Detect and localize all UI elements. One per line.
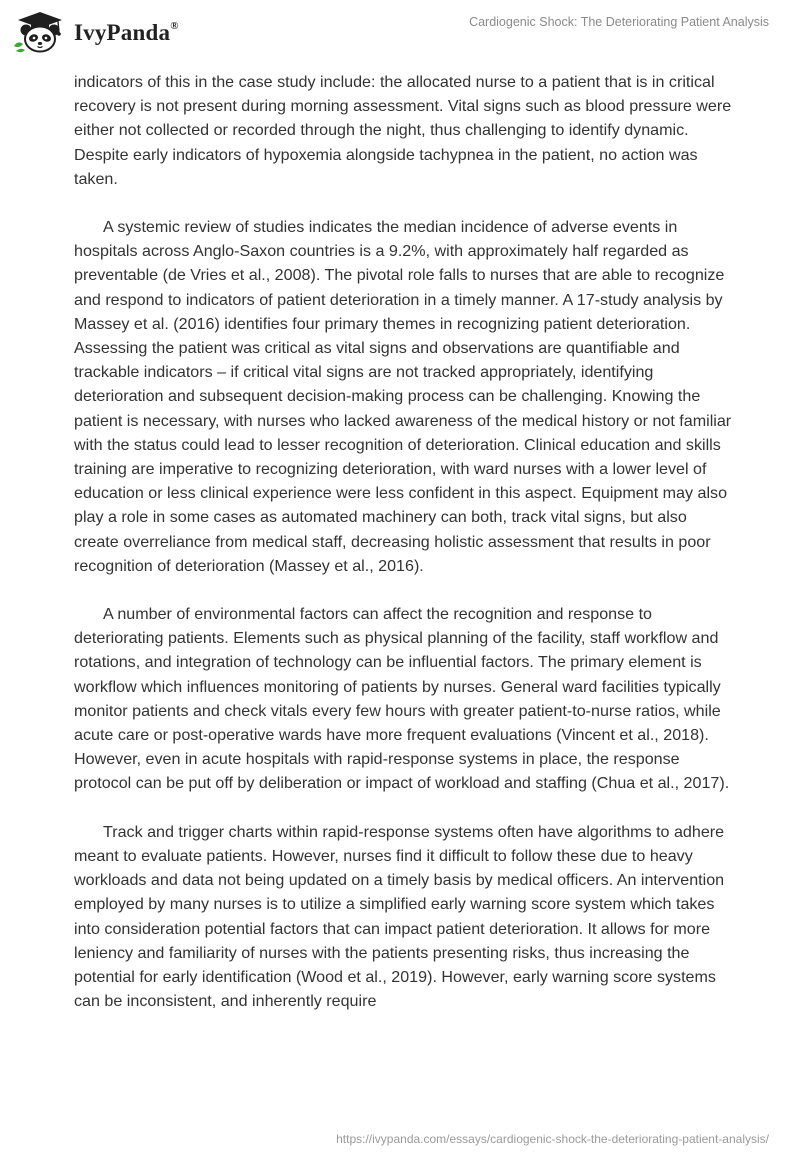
paragraph: A systemic review of studies indicates the median incidence of adverse events in hospitals across Anglo-Saxon countries is a 9.2%, with approximately half regarded as preventable (de Vries et al., 2008). The pivotal role falls to nurses that are able to recognize and respond to indicators of patient deterioration in a timely manner. A 17-study analysis by Massey et al. (2016) identifies four primary themes in recognizing patient deterioration. Assessing the patient was critical as vital signs and observations are quantifiable and trackable indicators – if critical vital signs are not tracked appropriately, identifying deterioration and subsequent decision-making process can be challenging. Knowing the patient is necessary, with nurses who lacked awareness of the medical history or not familiar with the status could lead to lesser recognition of deterioration. Clinical education and skills training are imperative to recognizing deterioration, with ward nurses with a lower level of education or less clinical experience were less confident in this aspect. Equipment may also play a role in some cases as automated machinery can both, track vital signs, but also create overreliance from medical staff, decreasing holistic assessment that results in poor recognition of deterioration (Massey et al., 2016). (74, 218, 732, 575)
panda-graduate-icon (12, 10, 68, 54)
paragraph: Track and trigger charts within rapid-response systems often have algorithms to adhere meant to evaluate patients. However, nurses find it difficult to follow these due to heavy workloads and data not being updated on a timely basis by medical officers. An intervention employed by many nurses is to utilize a simplified early warning score system which takes into consideration potential factors that can impact patient deterioration. It allows for more leniency and familiarity of nurses with the patients presenting risks, thus increasing the potential for early identification (Wood et al., 2019). However, early warning score systems can be inconsistent, and inherently require (74, 822, 725, 1011)
essay-body (74, 70, 734, 1037)
paragraph-continued: indicators of this in the case study include: the allocated nurse to a patient that is in critical recovery is not present during morning assessment. Vital signs such as blood pressure were either not collected or recorded through the night, thus challenging to identify dynamic. Despite early indicators of hypoxemia alongside tachypnea in the patient, no action was taken. (74, 73, 732, 188)
brand-logo[interactable] (12, 10, 179, 54)
paragraph: A number of environmental factors can affect the recognition and response to deteriorating patients. Elements such as physical planning of the facility, staff workflow and rotations, and integration of technology can be influential factors. The primary element is workflow which influences monitoring of patients by nurses. General ward facilities typically monitor patients and check vitals every few hours with greater patient-to-nurse ratios, while acute care or post-operative wards have more frequent evaluations (Vincent et al., 2018). However, even in acute hospitals with rapid-response systems in place, the response protocol can be put off by deliberation or impact of workload and staffing (Chua et al., 2017). (74, 605, 730, 793)
source-url[interactable]: https://ivypanda.com/essays/cardiogenic-shock-the-deteriorating-patient-analysis/ (336, 1132, 769, 1146)
document-title: Cardiogenic Shock: The Deteriorating Patient Analysis (469, 15, 769, 29)
brand-name: IvyPanda® (74, 20, 179, 45)
page-header (0, 0, 800, 60)
